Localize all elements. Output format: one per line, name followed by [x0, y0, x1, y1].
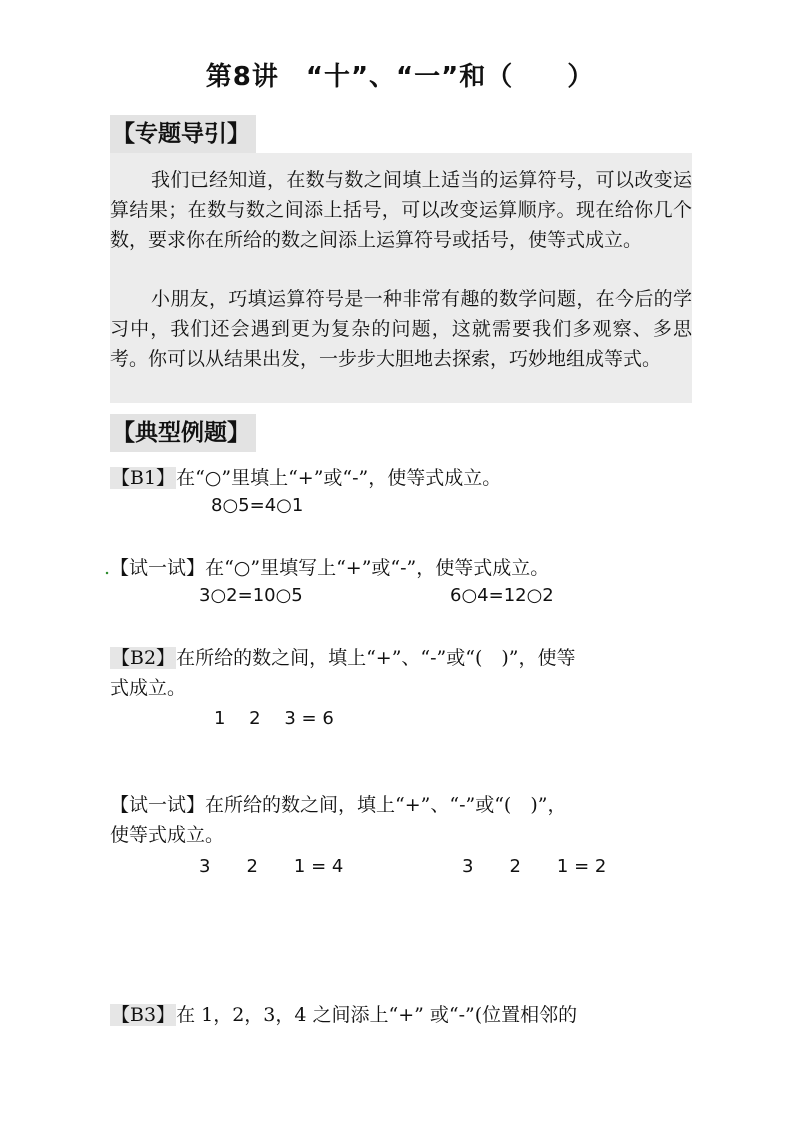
equation: 1 2 3 = 6 [214, 708, 334, 729]
try-it-2 [110, 790, 566, 817]
try-it-1 [104, 553, 549, 580]
bullet-dot: . [104, 557, 111, 579]
try-text: 在“○”里填写上“+”或“-”，使等式成立。 [205, 557, 550, 579]
try-tag: 【试一试】 [110, 557, 206, 579]
example-text-cont: 式成立。 [110, 677, 187, 699]
example-b3 [110, 1000, 577, 1027]
example-text: 在所给的数之间，填上“+”、“-”或“( )”，使等 [176, 647, 576, 669]
page-title: 第8讲 “十”、“一”和（ ） [205, 62, 595, 92]
intro-paragraph-1: 我们已经知道，在数与数之间填上适当的运算符号，可以改变运算结果；在数与数之间添上括号，可以改变运算顺序。现在给你几个数，要求你在所给的数之间添上运算符号或括号，使等式成立。 [110, 169, 692, 251]
section-heading-examples: 【典型例题】 [110, 414, 256, 452]
try-text-cont: 使等式成立。 [110, 824, 225, 846]
equation: 3○2=10○5 [199, 585, 303, 606]
equation: 3 2 1 = 4 [199, 856, 344, 877]
example-text: 在“○”里填上“+”或“-”，使等式成立。 [176, 467, 502, 489]
equation: 6○4=12○2 [450, 585, 554, 606]
try-tag: 【试一试】 [110, 794, 206, 816]
example-b2 [110, 643, 576, 670]
example-b1 [110, 463, 501, 490]
equation: 8○5=4○1 [211, 495, 304, 516]
example-tag: 【B2】 [111, 647, 176, 669]
intro-paragraph-2: 小朋友，巧填运算符号是一种非常有趣的数学问题，在今后的学习中，我们还会遇到更为复杂的问题，这就需要我们多观察、多思考。你可以从结果出发，一步步大胆地去探索，巧妙地组成等式。 [110, 288, 692, 370]
try-text: 在所给的数之间，填上“+”、“-”或“( )”， [205, 794, 567, 816]
equation: 3 2 1 = 2 [462, 856, 607, 877]
example-text: 在 1，2，3，4 之间添上“+” 或“-”(位置相邻的 [176, 1004, 578, 1026]
example-tag: 【B3】 [111, 1004, 176, 1026]
section-heading-guide: 【专题导引】 [110, 115, 256, 153]
example-tag: 【B1】 [111, 467, 176, 489]
